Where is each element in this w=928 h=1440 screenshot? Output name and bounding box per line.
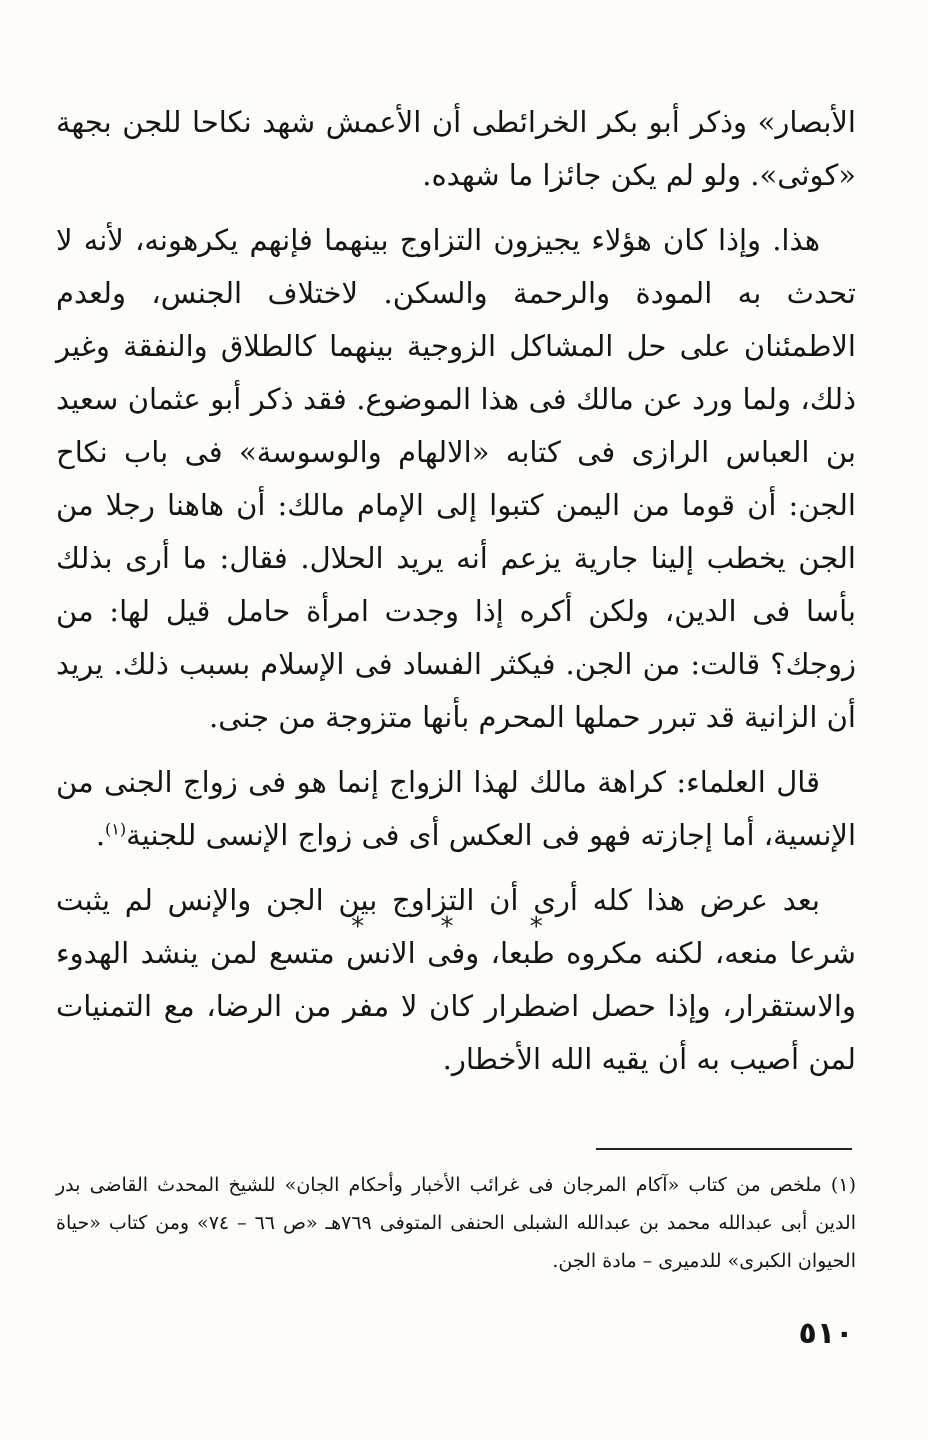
ulama-end: . [95, 818, 106, 852]
footnote-divider [596, 1148, 852, 1150]
paragraph-marriage-ruling: هذا. وإذا كان هؤلاء يجيزون التزاوج بينهما فإنهم يكرهونه، لأنه لا تحدث به المودة والرحمة والسكن. لاختلاف الجنس، ولعدم الاطمئنان على حل المشاكل الزوجية بينهما كالطلاق والنفقة وغير ذلك، ولما ورد عن مالك فى هذا الموضوع. فقد ذكر أبو عثمان سعيد بن العباس الرازى فى كتابه «الالهام والوسوسة» فى باب نكاح الجن: أن قوما من اليمن كتبوا إلى الإمام مالك: أن هاهنا رجلا من الجن يخطب إلينا جارية يزعم أنه يريد الحلال. فقال: ما أرى بذلك بأسا فى الدين، ولكن أكره إذا وجدت امرأة حامل قيل لها: من زوجك؟ قالت: من الجن. فيكثر الفساد فى الإسلام بسبب ذلك. يريد أن الزانية قد تبرر حملها المحرم بأنها متزوجة من جنى. [56, 223, 856, 734]
footnote-ref-mark: (١) [105, 819, 127, 839]
section-separator: * * * [351, 912, 577, 942]
page-number: ٥١٠ [798, 1316, 854, 1351]
paragraph-conclusion: بعد عرض هذا كله أرى أن التزاوج بين الجن والإنس لم يثبت شرعا منعه، لكنه مكروه طبعا، وفى الانس متسع لمن ينشد الهدوء والاستقرار، وإذا حصل اضطرار كان لا مفر من الرضا، مع التمنيات لمن أصيب به أن يقيه الله الأخطار. [56, 883, 856, 1076]
paragraph-ulama [56, 756, 856, 862]
footnote: (١) ملخص من كتاب «آكام المرجان فى غرائب الأخبار وأحكام الجان» للشيخ المحدث القاضى بدر الدين أبى عبدالله محمد بن عبدالله الشبلى الحنفى المتوفى ٧٦٩هـ «ص ٦٦ – ٧٤» ومن كتاب «حياة الحيوان الكبرى» للدميرى – مادة الجن. [56, 1174, 856, 1272]
paragraph-athar: الأبصار» وذكر أبو بكر الخرائطى أن الأعمش شهد نكاحا للجن بجهة «كوثى». ولو لم يكن جائزا ما شهده. [56, 105, 856, 192]
body-text [56, 96, 856, 1098]
ulama-text: قال العلماء: كراهة مالك لهذا الزواج إنما هو فى زواج الجنى من الإنسية، أما إجازته فهو فى العكس أى فى زواج الإنسى للجنية [56, 765, 856, 852]
